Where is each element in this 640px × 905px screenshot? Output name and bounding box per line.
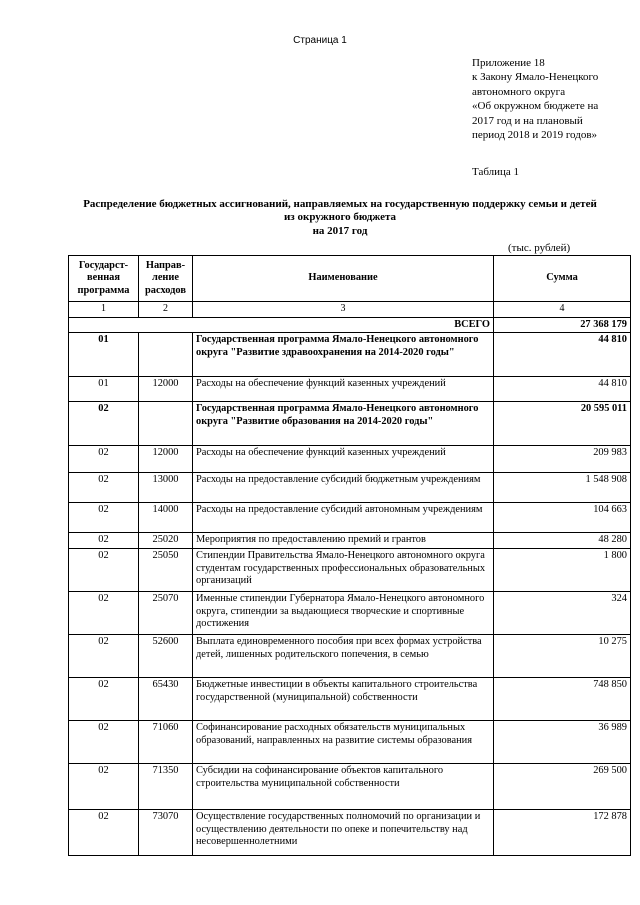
- program-cell: 02: [69, 635, 139, 678]
- sum-cell: 1 800: [494, 549, 631, 592]
- header-sum: Сумма: [494, 256, 631, 302]
- table-row: [69, 592, 631, 635]
- program-cell: 02: [69, 533, 139, 549]
- table-row: [69, 764, 631, 810]
- table-row: [69, 721, 631, 764]
- table-row: [69, 810, 631, 856]
- program-cell: 01: [69, 377, 139, 402]
- total-label: ВСЕГО: [69, 317, 494, 333]
- column-number: 2: [139, 302, 193, 318]
- title-line: Распределение бюджетных ассигнований, направляемых на государственную поддержку семьи и детей: [83, 198, 597, 210]
- sum-cell: 1 548 908: [494, 473, 631, 503]
- column-number: 1: [69, 302, 139, 318]
- program-cell: 02: [69, 402, 139, 446]
- sum-cell: 172 878: [494, 810, 631, 856]
- table-number: Таблица 1: [472, 166, 520, 178]
- name-cell: Государственная программа Ямало-Ненецкого автономного округа "Развитие здравоохранения на 2014-2020 годы": [193, 333, 494, 377]
- column-number-row: [69, 302, 631, 318]
- direction-cell: [139, 402, 193, 446]
- title-line: на 2017 год: [312, 224, 368, 237]
- program-cell: 02: [69, 810, 139, 856]
- name-cell: Государственная программа Ямало-Ненецкого автономного округа "Развитие образования на 2014-2020 годы": [193, 402, 494, 446]
- program-cell: 02: [69, 764, 139, 810]
- name-cell: Выплата единовременного пособия при всех формах устройства детей, лишенных родительского попечения, в семью: [193, 635, 494, 678]
- table-row: [69, 402, 631, 446]
- document-title: [60, 198, 620, 238]
- appendix-line: Приложение 18: [472, 57, 545, 69]
- direction-cell: 73070: [139, 810, 193, 856]
- header-line: расходов: [145, 284, 186, 296]
- header-line: венная: [86, 272, 120, 284]
- program-cell: 02: [69, 592, 139, 635]
- direction-cell: 71350: [139, 764, 193, 810]
- column-number: 3: [193, 302, 494, 318]
- name-cell: Расходы на предоставление субсидий автономным учреждениям: [193, 503, 494, 533]
- sum-cell: 44 810: [494, 377, 631, 402]
- name-cell: Расходы на обеспечение функций казенных учреждений: [193, 377, 494, 402]
- budget-table: [68, 255, 631, 856]
- program-cell: 02: [69, 721, 139, 764]
- sum-cell: 36 989: [494, 721, 631, 764]
- sum-cell: 10 275: [494, 635, 631, 678]
- appendix-line: период 2018 и 2019 годов»: [472, 129, 598, 142]
- program-cell: 02: [69, 473, 139, 503]
- header-name: Наименование: [193, 256, 494, 302]
- name-cell: Осуществление государственных полномочий по организации и осуществлению деятельности по опеке и попечительству над несовершеннолетними: [193, 810, 494, 856]
- direction-cell: 12000: [139, 446, 193, 473]
- direction-cell: 25070: [139, 592, 193, 635]
- program-cell: 02: [69, 549, 139, 592]
- sum-cell: 748 850: [494, 678, 631, 721]
- header-line: программа: [77, 284, 130, 296]
- header-program: [69, 256, 139, 302]
- units-label: (тыс. рублей): [508, 242, 571, 254]
- direction-cell: 65430: [139, 678, 193, 721]
- program-cell: 01: [69, 333, 139, 377]
- sum-cell: 20 595 011: [494, 402, 631, 446]
- direction-cell: 12000: [139, 377, 193, 402]
- name-cell: Бюджетные инвестиции в объекты капитального строительства государственной (муниципальной) собственности: [193, 678, 494, 721]
- table-row: [69, 333, 631, 377]
- sum-cell: 269 500: [494, 764, 631, 810]
- sum-cell: 104 663: [494, 503, 631, 533]
- direction-cell: 14000: [139, 503, 193, 533]
- direction-cell: 25020: [139, 533, 193, 549]
- table-row: [69, 473, 631, 503]
- header-line: Государст-: [78, 259, 129, 271]
- name-cell: Расходы на предоставление субсидий бюджетным учреждениям: [193, 473, 494, 503]
- table-row: [69, 678, 631, 721]
- name-cell: Софинансирование расходных обязательств муниципальных образований, направленных на развитие системы образования: [193, 721, 494, 764]
- direction-cell: 52600: [139, 635, 193, 678]
- program-cell: 02: [69, 446, 139, 473]
- column-number: 4: [494, 302, 631, 318]
- table-row: [69, 446, 631, 473]
- sum-cell: 44 810: [494, 333, 631, 377]
- name-cell: Мероприятия по предоставлению премий и грантов: [193, 533, 494, 549]
- appendix-note: [472, 56, 632, 142]
- direction-cell: 71060: [139, 721, 193, 764]
- table-row: [69, 503, 631, 533]
- sum-cell: 324: [494, 592, 631, 635]
- table-row: [69, 549, 631, 592]
- page-label: Страница 1: [293, 35, 347, 46]
- appendix-line: автономного округа: [472, 85, 566, 98]
- program-cell: 02: [69, 503, 139, 533]
- appendix-line: 2017 год и на плановый: [472, 114, 583, 127]
- appendix-line: к Закону Ямало-Ненецкого: [472, 71, 599, 84]
- name-cell: Расходы на обеспечение функций казенных учреждений: [193, 446, 494, 473]
- header-line: Направ-: [145, 259, 186, 271]
- total-row: [69, 317, 631, 333]
- name-cell: Субсидии на софинансирование объектов капитального строительства муниципальной собственности: [193, 764, 494, 810]
- sum-cell: 48 280: [494, 533, 631, 549]
- direction-cell: [139, 333, 193, 377]
- appendix-line: «Об окружном бюджете на: [472, 100, 599, 113]
- header-line: ление: [151, 272, 180, 284]
- total-sum: 27 368 179: [494, 317, 631, 333]
- title-line: из окружного бюджета: [283, 211, 397, 224]
- direction-cell: 25050: [139, 549, 193, 592]
- direction-cell: 13000: [139, 473, 193, 503]
- table-row: [69, 635, 631, 678]
- name-cell: Именные стипендии Губернатора Ямало-Ненецкого автономного округа, стипендии за выдающиеся творческие и спортивные достижения: [193, 592, 494, 635]
- table-row: [69, 533, 631, 549]
- table-row: [69, 377, 631, 402]
- name-cell: Стипендии Правительства Ямало-Ненецкого автономного округа студентам государственных профессиональных образовательных организаций: [193, 549, 494, 592]
- program-cell: 02: [69, 678, 139, 721]
- header-row: [69, 256, 631, 302]
- sum-cell: 209 983: [494, 446, 631, 473]
- header-direction: [139, 256, 193, 302]
